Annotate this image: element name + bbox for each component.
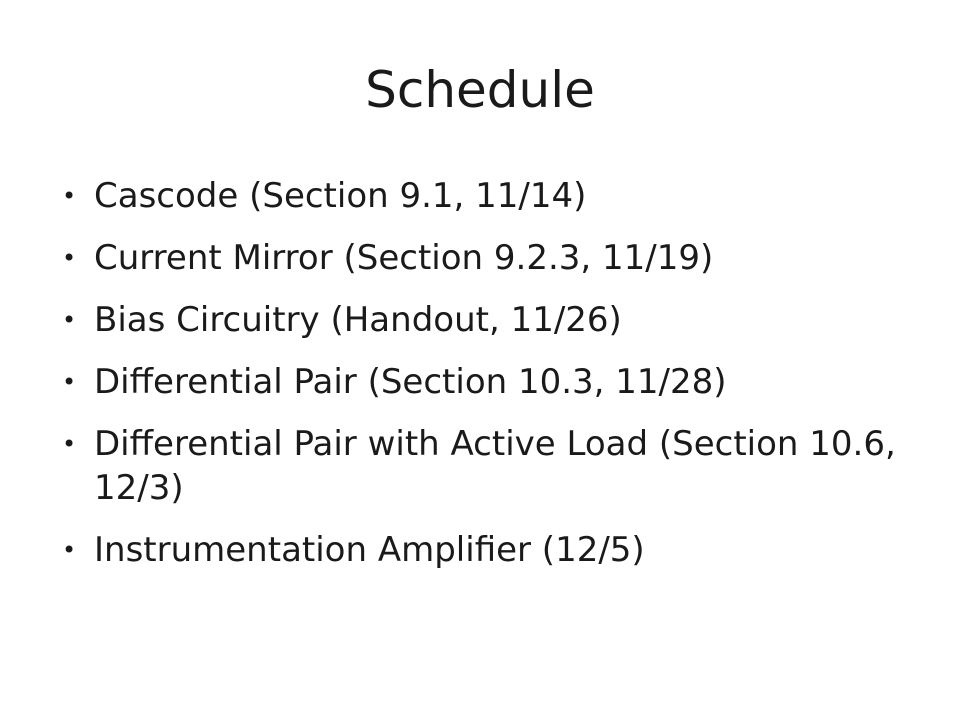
bullet-list xyxy=(60,174,900,590)
list-item xyxy=(60,298,900,342)
bullet-icon: • xyxy=(62,244,77,272)
list-item-text: Instrumentation Amplifier (12/5) xyxy=(94,530,645,570)
bullet-icon: • xyxy=(62,368,77,396)
list-item-text: Cascode (Section 9.1, 11/14) xyxy=(94,176,587,216)
list-item-text: Current Mirror (Section 9.2.3, 11/19) xyxy=(94,238,714,278)
list-item xyxy=(60,360,900,404)
list-item-text: Differential Pair with Active Load (Section 10.6, 12/3) xyxy=(94,424,896,508)
list-item-text: Differential Pair (Section 10.3, 11/28) xyxy=(94,362,727,402)
slide-title: Schedule xyxy=(365,61,595,119)
bullet-icon: • xyxy=(62,182,77,210)
list-item-text: Bias Circuitry (Handout, 11/26) xyxy=(94,300,622,340)
bullet-icon: • xyxy=(62,306,77,334)
bullet-icon: • xyxy=(62,536,77,564)
list-item xyxy=(60,174,900,218)
list-item xyxy=(60,236,900,280)
bullet-icon: • xyxy=(62,430,77,458)
list-item xyxy=(60,528,900,572)
list-item xyxy=(60,422,900,510)
